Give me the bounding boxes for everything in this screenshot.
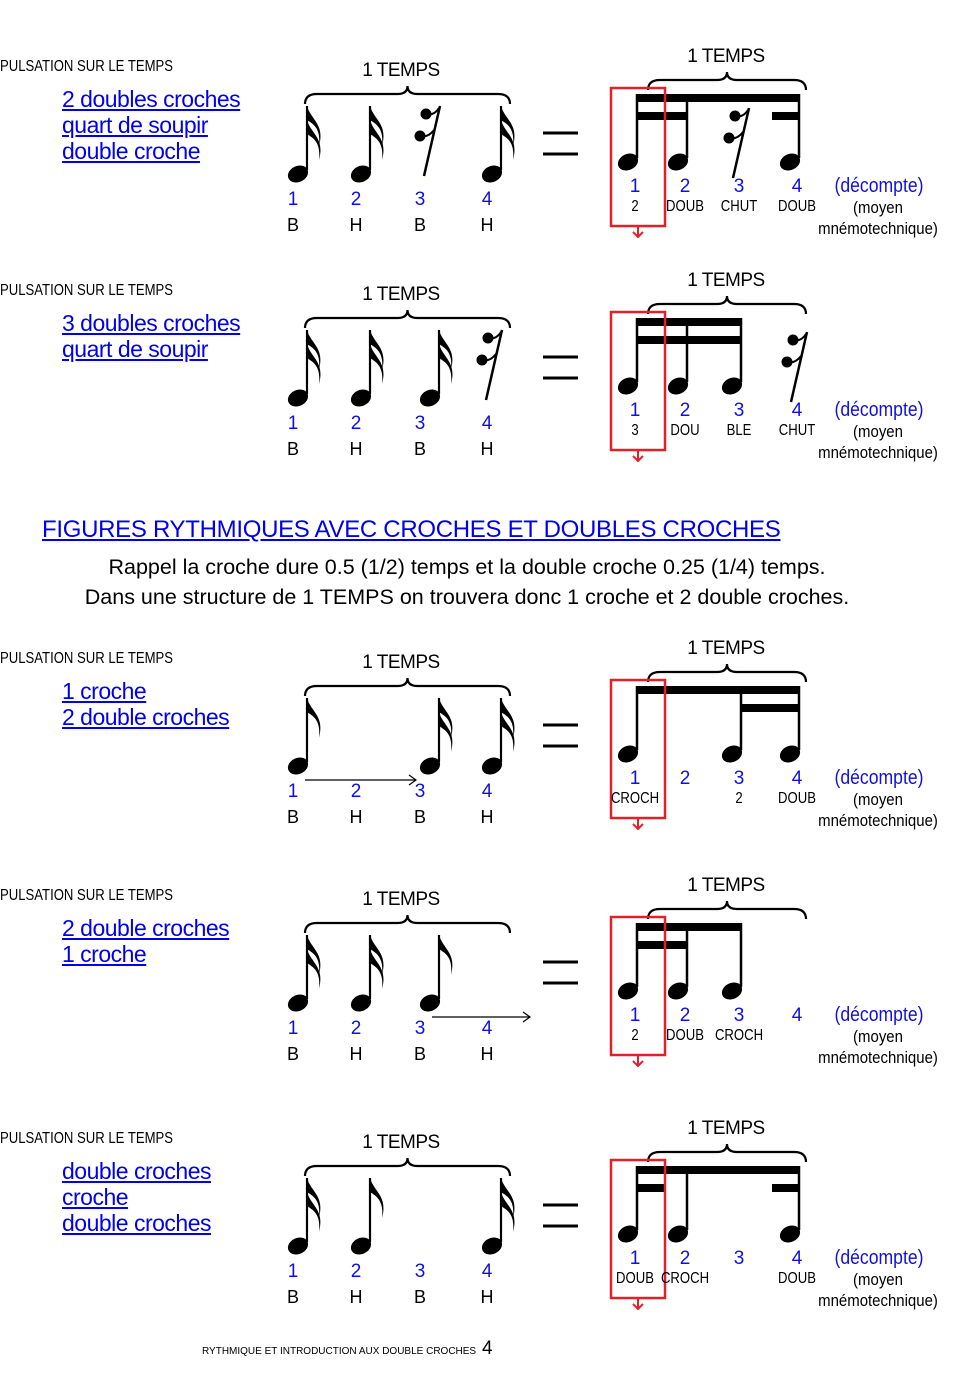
notation bbox=[0, 58, 978, 278]
count-number: 1 bbox=[629, 400, 641, 421]
decompte-label: (décompte) bbox=[834, 767, 924, 789]
section-label-line: double croches bbox=[62, 1158, 211, 1184]
count-number: 2 bbox=[679, 768, 691, 789]
mnemonic-syllable: CHUT bbox=[720, 198, 758, 215]
brace bbox=[305, 86, 510, 104]
count-number: 2 bbox=[350, 1261, 362, 1282]
beat-letter: B bbox=[286, 439, 300, 459]
mnemonic-syllable: DOUB bbox=[778, 790, 816, 807]
count-number: 3 bbox=[414, 1261, 426, 1282]
beam bbox=[636, 1184, 664, 1192]
moyen-label: (moyen bbox=[853, 1270, 903, 1289]
mnemonic-syllable: CROCH bbox=[660, 1270, 710, 1287]
flag bbox=[307, 120, 320, 160]
count-number: 2 bbox=[350, 413, 362, 434]
moyen-label: (moyen bbox=[853, 422, 903, 441]
beam bbox=[740, 704, 800, 712]
brace bbox=[305, 310, 510, 328]
beam bbox=[636, 94, 800, 102]
rhythm-section-2 bbox=[0, 270, 978, 502]
section-label-line: quart de soupir bbox=[62, 112, 208, 138]
sixteenth-rest-icon bbox=[415, 106, 441, 176]
decompte-label: (décompte) bbox=[834, 1247, 924, 1269]
intro-line-1: Rappel la croche dure 0.5 (1/2) temps et la double croche 0.25 (1/4) temps. bbox=[108, 555, 826, 579]
sixteenth-rest-icon bbox=[724, 108, 750, 178]
beam bbox=[636, 686, 800, 694]
mnemotechnique-label: mnémotechnique) bbox=[818, 1048, 938, 1067]
rhythm-section-5 bbox=[0, 1118, 978, 1350]
beat-letter: H bbox=[349, 1287, 363, 1307]
mnemonic-syllable: DOUB bbox=[616, 1270, 654, 1287]
count-number: 3 bbox=[733, 400, 745, 421]
intro-line-2: Dans une structure de 1 TEMPS on trouvera donc 1 croche et 2 double croches. bbox=[84, 585, 850, 609]
count-number: 3 bbox=[733, 1248, 745, 1269]
beat-letter: H bbox=[480, 807, 494, 827]
flag bbox=[501, 120, 514, 160]
count-number: 4 bbox=[791, 1248, 803, 1269]
count-number: 4 bbox=[791, 768, 803, 789]
count-number: 2 bbox=[679, 1248, 691, 1269]
count-number: 4 bbox=[791, 176, 803, 197]
count-number: 1 bbox=[287, 1261, 299, 1282]
count-number: 4 bbox=[481, 781, 493, 802]
pulsation-label: PULSATION SUR LE TEMPS bbox=[0, 282, 174, 299]
decompte-label: (décompte) bbox=[834, 175, 924, 197]
count-number: 4 bbox=[481, 1261, 493, 1282]
beat-letter: H bbox=[349, 439, 363, 459]
count-number: 2 bbox=[679, 400, 691, 421]
mnemonic-syllable: CHUT bbox=[778, 422, 816, 439]
brace bbox=[305, 1158, 510, 1176]
rhythm-section-1 bbox=[0, 46, 978, 278]
section-label-line: 2 double croches bbox=[62, 704, 230, 730]
sixteenth-rest-icon bbox=[477, 330, 503, 400]
mnemonic-syllable: 2 bbox=[631, 1027, 639, 1044]
flag bbox=[370, 1178, 383, 1218]
temps-label-left: 1 TEMPS bbox=[362, 284, 440, 305]
beam bbox=[636, 923, 742, 931]
footer-title: RYTHMIQUE ET INTRODUCTION AUX DOUBLE CROCHES bbox=[202, 1346, 477, 1357]
pulsation-label: PULSATION SUR LE TEMPS bbox=[0, 58, 174, 75]
count-number: 3 bbox=[733, 176, 745, 197]
beat-letter: H bbox=[349, 215, 363, 235]
temps-label-left: 1 TEMPS bbox=[362, 60, 440, 81]
count-number: 1 bbox=[287, 781, 299, 802]
notation bbox=[0, 887, 978, 1107]
mnemotechnique-label: mnémotechnique) bbox=[818, 443, 938, 462]
count-number: 3 bbox=[414, 1018, 426, 1039]
beat-letter: B bbox=[413, 1287, 427, 1307]
beat-letter: B bbox=[413, 439, 427, 459]
section-label-line: quart de soupir bbox=[62, 336, 208, 362]
flag bbox=[439, 712, 452, 752]
count-number: 4 bbox=[481, 413, 493, 434]
count-number: 4 bbox=[481, 189, 493, 210]
flag bbox=[439, 344, 452, 384]
temps-label-right: 1 TEMPS bbox=[687, 638, 765, 659]
temps-label-left: 1 TEMPS bbox=[362, 652, 440, 673]
flag bbox=[370, 949, 383, 989]
beam bbox=[636, 941, 688, 949]
mnemonic-syllable: CROCH bbox=[610, 790, 660, 807]
flag bbox=[370, 120, 383, 160]
mnemonic-syllable: DOUB bbox=[778, 1270, 816, 1287]
count-number: 2 bbox=[350, 781, 362, 802]
beat-letter: H bbox=[480, 1287, 494, 1307]
mnemonic-syllable: CROCH bbox=[714, 1027, 764, 1044]
count-number: 2 bbox=[350, 1018, 362, 1039]
section-label-line: 2 doubles croches bbox=[62, 86, 241, 112]
section-label-line: 2 double croches bbox=[62, 915, 230, 941]
beat-letter: B bbox=[286, 215, 300, 235]
beat-letter: B bbox=[413, 1044, 427, 1064]
temps-label-right: 1 TEMPS bbox=[687, 875, 765, 896]
section-label-line: double croches bbox=[62, 1210, 211, 1236]
rhythm-section-3 bbox=[0, 638, 978, 870]
flag bbox=[439, 935, 452, 975]
flag bbox=[501, 1192, 514, 1232]
count-number: 2 bbox=[679, 176, 691, 197]
temps-label-left: 1 TEMPS bbox=[362, 1132, 440, 1153]
notation bbox=[0, 282, 978, 502]
beat-letter: H bbox=[349, 1044, 363, 1064]
decompte-label: (décompte) bbox=[834, 1004, 924, 1026]
beat-letter: B bbox=[286, 1044, 300, 1064]
flag bbox=[307, 344, 320, 384]
beat-letter: H bbox=[480, 215, 494, 235]
brace bbox=[305, 678, 510, 696]
moyen-label: (moyen bbox=[853, 1027, 903, 1046]
flag bbox=[501, 712, 514, 752]
beam bbox=[636, 318, 742, 326]
mnemonic-syllable: DOUB bbox=[778, 198, 816, 215]
beat-letter: B bbox=[413, 807, 427, 827]
beat-letter: B bbox=[286, 1287, 300, 1307]
count-number: 1 bbox=[629, 176, 641, 197]
count-number: 2 bbox=[350, 189, 362, 210]
beam bbox=[636, 336, 742, 344]
mnemonic-syllable: 3 bbox=[631, 422, 639, 439]
count-number: 4 bbox=[791, 1005, 803, 1026]
beat-letter: H bbox=[480, 1044, 494, 1064]
count-number: 1 bbox=[287, 189, 299, 210]
beat-letter: H bbox=[349, 807, 363, 827]
flag bbox=[307, 1192, 320, 1232]
temps-label-right: 1 TEMPS bbox=[687, 270, 765, 291]
count-number: 3 bbox=[733, 768, 745, 789]
section-heading: FIGURES RYTHMIQUES AVEC CROCHES ET DOUBLES CROCHES bbox=[42, 516, 781, 543]
count-number: 1 bbox=[629, 1248, 641, 1269]
brace bbox=[305, 915, 510, 933]
moyen-label: (moyen bbox=[853, 790, 903, 809]
temps-label-left: 1 TEMPS bbox=[362, 889, 440, 910]
pulsation-label: PULSATION SUR LE TEMPS bbox=[0, 650, 174, 667]
count-number: 1 bbox=[287, 413, 299, 434]
rhythm-section-4 bbox=[0, 875, 978, 1107]
page-number: 4 bbox=[482, 1338, 493, 1359]
beat-letter: B bbox=[286, 807, 300, 827]
pulsation-label: PULSATION SUR LE TEMPS bbox=[0, 887, 174, 904]
count-number: 1 bbox=[287, 1018, 299, 1039]
count-number: 3 bbox=[414, 189, 426, 210]
flag bbox=[307, 949, 320, 989]
beat-letter: B bbox=[413, 215, 427, 235]
count-number: 4 bbox=[481, 1018, 493, 1039]
flag bbox=[307, 698, 320, 738]
notation bbox=[0, 1130, 978, 1350]
sixteenth-rest-icon bbox=[782, 332, 808, 402]
beam bbox=[636, 112, 688, 120]
temps-label-right: 1 TEMPS bbox=[687, 46, 765, 67]
mnemonic-syllable: DOUB bbox=[666, 1027, 704, 1044]
section-label-line: croche bbox=[62, 1184, 129, 1210]
mnemonic-syllable: DOU bbox=[670, 422, 700, 439]
section-label-line: 3 doubles croches bbox=[62, 310, 241, 336]
beam bbox=[772, 112, 800, 120]
beat-letter: H bbox=[480, 439, 494, 459]
mnemonic-syllable: DOUB bbox=[666, 198, 704, 215]
count-number: 2 bbox=[679, 1005, 691, 1026]
pulsation-label: PULSATION SUR LE TEMPS bbox=[0, 1130, 174, 1147]
notation bbox=[0, 650, 978, 870]
mnemonic-syllable: 2 bbox=[735, 790, 743, 807]
count-number: 3 bbox=[414, 781, 426, 802]
mnemotechnique-label: mnémotechnique) bbox=[818, 1291, 938, 1310]
count-number: 3 bbox=[414, 413, 426, 434]
flag bbox=[370, 344, 383, 384]
count-number: 3 bbox=[733, 1005, 745, 1026]
section-label-line: double croche bbox=[62, 138, 200, 164]
count-number: 4 bbox=[791, 400, 803, 421]
moyen-label: (moyen bbox=[853, 198, 903, 217]
section-label-line: 1 croche bbox=[62, 678, 147, 704]
section-label-line: 1 croche bbox=[62, 941, 147, 967]
mnemonic-syllable: 2 bbox=[631, 198, 639, 215]
count-number: 1 bbox=[629, 768, 641, 789]
count-number: 1 bbox=[629, 1005, 641, 1026]
mnemotechnique-label: mnémotechnique) bbox=[818, 811, 938, 830]
temps-label-right: 1 TEMPS bbox=[687, 1118, 765, 1139]
mnemotechnique-label: mnémotechnique) bbox=[818, 219, 938, 238]
decompte-label: (décompte) bbox=[834, 399, 924, 421]
beam bbox=[636, 1166, 800, 1174]
mnemonic-syllable: BLE bbox=[726, 422, 752, 439]
beam bbox=[772, 1184, 800, 1192]
